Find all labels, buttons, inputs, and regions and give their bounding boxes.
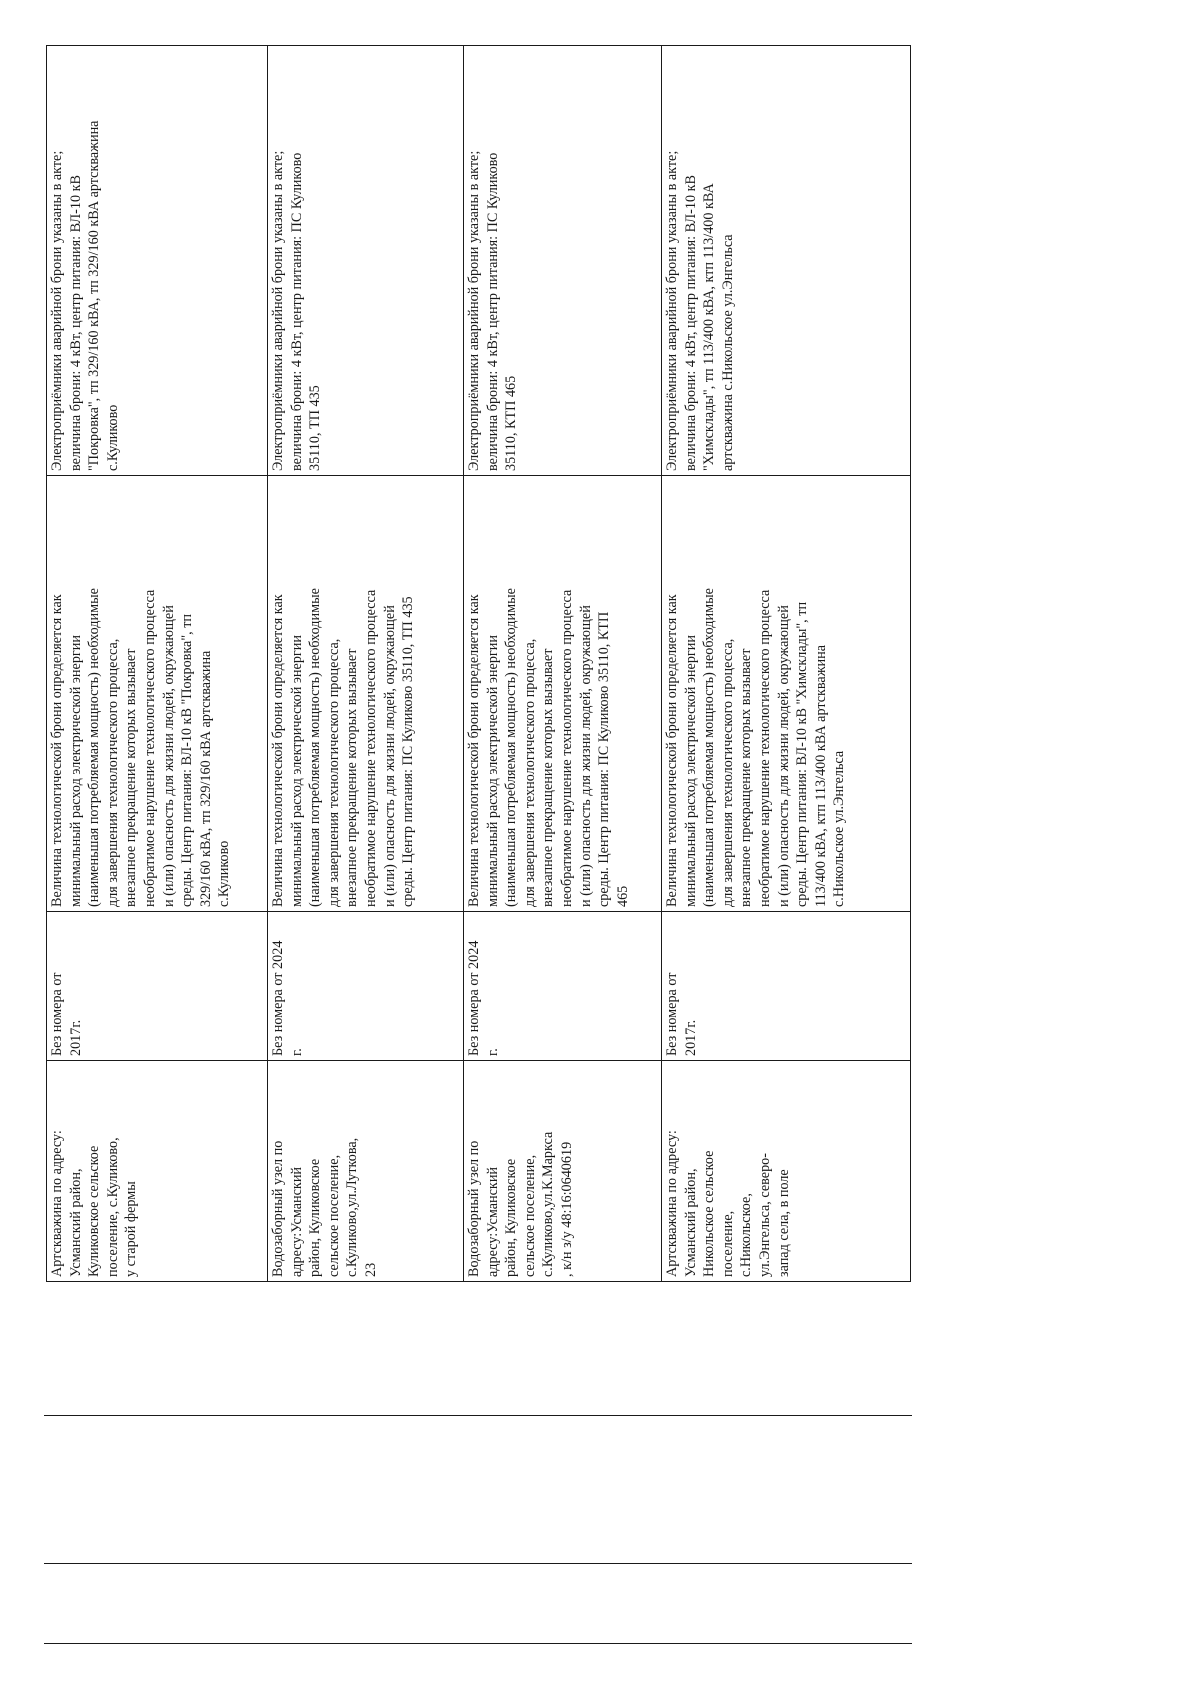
- table-row: [662, 46, 911, 1282]
- receivers-cell: Электроприёмники аварийной брони указаны в акте; величина брони: 4 кВт, центр питания: ВЛ-10 кВ "Химсклады", тп 113/400 кВА, ктп 113/400 кВА артскважина с.Никольское ул.Энгельса: [662, 46, 911, 476]
- horizontal-rule: [44, 1415, 912, 1416]
- receivers-cell: Электроприёмники аварийной брони указаны в акте; величина брони: 4 кВт, центр питания: ВЛ-10 кВ "Покровка", тп 329/160 кВА, тп 329/160 кВА артскважина с.Куликово: [47, 46, 268, 476]
- definition-cell: Величина технологической брони определяется как минимальный расход электрической энергии (наименьшая потребляемая мощность) необходимые для завершения технологического процесса, внезапное прекращение которых вызывает необратимое нарушение технологического процесса и (или) опасность для жизни людей, окружающей среды. Центр питания: ВЛ-10 кВ "Химсклады", тп 113/400 кВА, ктп 113/400 кВА артскважина с.Никольское ул.Энгельса: [662, 476, 911, 912]
- table-row: [268, 46, 464, 1282]
- object-address-cell: Водозаборный узел по адресу:Усманский район, Куликовское сельское поселение, с.Куликово,ул.Луткова, 23: [268, 1061, 464, 1282]
- definition-cell: Величина технологической брони определяется как минимальный расход электрической энергии (наименьшая потребляемая мощность) необходимые для завершения технологического процесса, внезапное прекращение которых вызывает необратимое нарушение технологического процесса и (или) опасность для жизни людей, окружающей среды. Центр питания: ПС Куликово 35110, КТП 465: [464, 476, 662, 912]
- rotated-table-container: [46, 46, 910, 1282]
- act-number-cell: Без номера от 2017г.: [662, 912, 911, 1061]
- reservation-table: [46, 45, 911, 1282]
- act-number-cell: Без номера от 2017г.: [47, 912, 268, 1061]
- table-row: [47, 46, 268, 1282]
- object-address-cell: Артскважина по адресу: Усманский район, Куликовское сельское поселение, с.Куликово, у старой фермы: [47, 1061, 268, 1282]
- definition-cell: Величина технологической брони определяется как минимальный расход электрической энергии (наименьшая потребляемая мощность) необходимые для завершения технологического процесса, внезапное прекращение которых вызывает необратимое нарушение технологического процесса и (или) опасность для жизни людей, окружающей среды. Центр питания: ВЛ-10 кВ "Покровка", тп 329/160 кВА, тп 329/160 кВА артскважина с.Куликово: [47, 476, 268, 912]
- object-address-cell: Водозаборный узел по адресу:Усманский район, Куликовское сельское поселение, с.Куликово,ул.К.Маркса , к/н з/у 48:16:0640619: [464, 1061, 662, 1282]
- definition-cell: Величина технологической брони определяется как минимальный расход электрической энергии (наименьшая потребляемая мощность) необходимые для завершения технологического процесса, внезапное прекращение которых вызывает необратимое нарушение технологического процесса и (или) опасность для жизни людей, окружающей среды. Центр питания: ПС Куликово 35110, ТП 435: [268, 476, 464, 912]
- table-row: [464, 46, 662, 1282]
- receivers-cell: Электроприёмники аварийной брони указаны в акте; величина брони: 4 кВт, центр питания: ПС Куликово 35110, ТП 435: [268, 46, 464, 476]
- act-number-cell: Без номера от 2024 г.: [268, 912, 464, 1061]
- act-number-cell: Без номера от 2024 г.: [464, 912, 662, 1061]
- horizontal-rule: [44, 1563, 912, 1564]
- receivers-cell: Электроприёмники аварийной брони указаны в акте; величина брони: 4 кВт, центр питания: ПС Куликово 35110, КТП 465: [464, 46, 662, 476]
- horizontal-rule: [44, 1643, 912, 1644]
- object-address-cell: Артскважина по адресу: Усманский район, Никольское сельское поселение, с.Никольское, ул.Энгельса, северо- запад села, в поле: [662, 1061, 911, 1282]
